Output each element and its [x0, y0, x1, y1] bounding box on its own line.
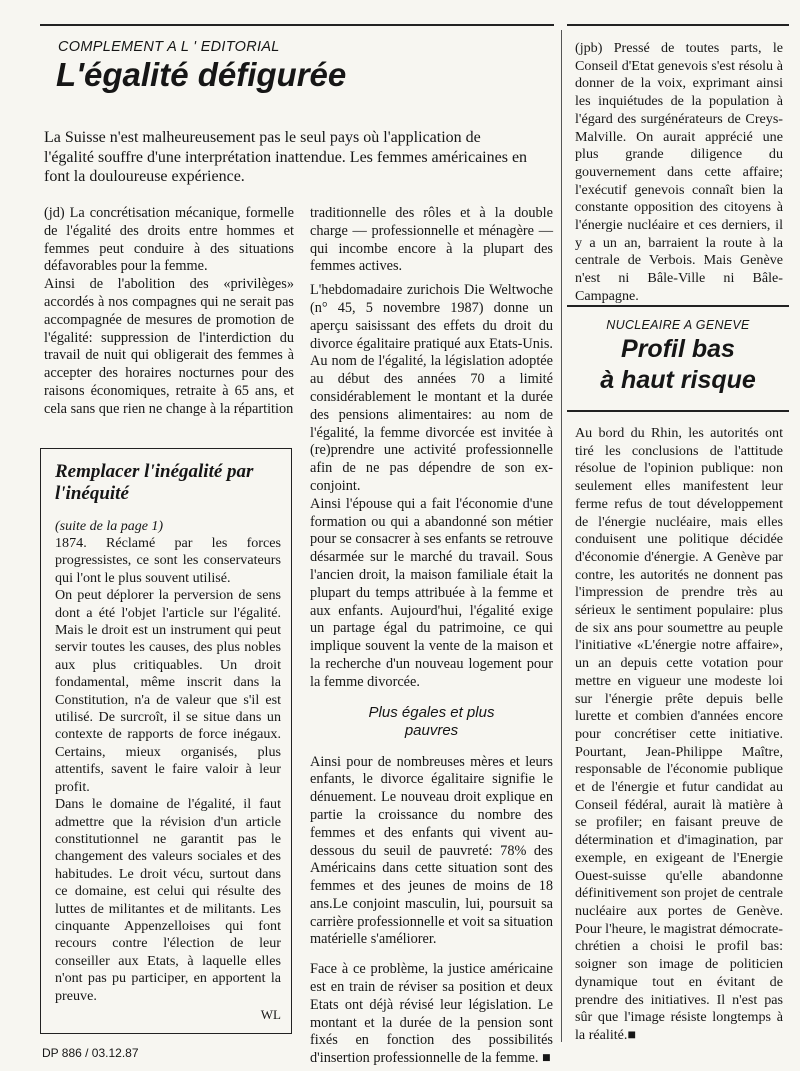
col2-after-paragraph-1: Ainsi pour de nombreuses mères et leurs enfants, le divorce égalitaire signifie le dénuement. Le nouveau droit explique en partie la croissance du nombre des femmes et des enfants qui vivent au-dessous du seuil de pauvreté: 78% des Américains dans cette situation sont des femmes et des jeunes de moins de 18 ans.Le conjoint masculin, lui, poursuit sa carrière professionnelle et voit sa situation matérielle s'améliorer.	[310, 753, 553, 948]
column-divider	[561, 30, 562, 1042]
col2-subhead: Plus égales et plus pauvres	[368, 703, 495, 739]
top-rule-right	[567, 24, 789, 26]
nuclear-header-rule-top	[567, 305, 789, 307]
col1-paragraph-1: (jd) La concrétisation mécanique, formelle de l'égalité des droits entre hommes et femmes peut conduire à des situations défavorables pour la femme.	[44, 205, 294, 275]
footer-folio: DP 886 / 03.12.87	[42, 1046, 139, 1060]
nuclear-column	[575, 425, 783, 1045]
editorial-lead	[44, 128, 534, 187]
editorial-headline: L'égalité défigurée	[56, 56, 347, 93]
box-paragraph-3: Dans le domaine de l'égalité, il faut admettre que la révision d'un article constitutionnel ne garantit pas le changement des valeurs sociales et des habitudes. Le droit vécu, surtout dans ce domaine, est celui qui résulte des luttes de militantes et de militants. Les cinquante Appenzelloises qui font recours contre l'élection de leur conseiller aux Etats, à laquelle elles n'ont pas pu participer, en apportent la preuve.	[55, 796, 281, 1004]
col2-body	[310, 205, 553, 692]
nuclear-kicker: NUCLEAIRE A GENEVE	[606, 318, 750, 332]
box-article	[40, 448, 292, 1034]
top-rule-left	[40, 24, 554, 26]
lead-text: La Suisse n'est malheureusement pas le seul pays où l'application de l'égalité souffre d'une interprétation inattendue. Les femmes américaines en font la douloureuse expérience.	[44, 129, 528, 185]
box-continuation: (suite de la page 1)	[55, 519, 164, 534]
editorial-kicker: COMPLEMENT A L ' EDITORIAL	[58, 39, 280, 55]
editorial-column-1	[44, 205, 294, 419]
nuclear-text: Au bord du Rhin, les autorités ont tiré les conclusions de l'attitude résolue de l'opinion publique: non seulement elles manifestent leur ferme refus de tout développement de l'énergie nucléaire, mais elles conduisent une politique décidée d'économie d'énergie. A Genève par contre, les autorités ne donnent pas l'impression de prendre très au sérieux le sentiment populaire: plus de six ans pour soumettre au peuple l'initiative «L'énergie notre affaire», un an depuis cette votation pour mettre en vigueur une modeste loi sur l'énergie prête depuis belle lurette et combien d'années encore pour concrétiser cette initiative. Pourtant, Jean-Philippe Maître, responsable de l'économie publique et de l'énergie et futur candidat au Conseil fédéral, aurait là matière à se profiler; en faisant preuve de détermination et d'imagination, par exemple, en exigeant de l'Energie Ouest-suisse qu'elle abandonne définitivement son projet de centrale nucléaire aux portes de Genève. Pour l'heure, le magistrat démocrate-chrétien a choisi le profil bas: soigner son image de politicien dynamique tout en évitant de prendre des initiatives. Il n'est pas sûr que l'image résiste longtemps à la réalité.■	[575, 425, 783, 1043]
box-paragraph-2: On peut déplorer la perversion de sens dont a été l'objet l'article sur l'égalité. Mais le droit est un instrument qui peut servir toutes les causes, des plus nobles aux plus critiquables. Un droit fondamental, même inscrit dans la Constitution, n'a de valeur que s'il est utilisé. De surcroît, il se situe dans un contexte de rapports de force inégaux. Certains, mieux organisés, plus attentifs, savent le faire valoir à leur profit.	[55, 587, 281, 795]
box-paragraph-1: 1874. Réclamé par les forces progressistes, ce sont les conservateurs qui l'ont le plus souvent utilisé.	[55, 535, 281, 586]
col2-after-paragraph-2: Face à ce problème, la justice américaine est en train de réviser sa position et deux Etats ont déjà révisé leur législation. Le montant et la durée de la pension sont fixés en fonction des possibilités d'insertion professionnelle de la femme. ■	[310, 961, 553, 1067]
col2-paragraph-2: L'hebdomadaire zurichois Die Weltwoche (n° 45, 5 novembre 1987) donne un aperçu saisissant des effets du droit du divorce égalitaire pratiqué aux Etats-Unis. Au nom de l'égalité, la législation adoptée au début des années 70 a limité considérablement le montant et la durée des pensions alimentaires: au nom de l'égalité, la femme divorcée est invitée à (re)prendre une activité professionnelle afin de ne pas dépendre de son ex-conjoint.	[310, 282, 553, 494]
col2-after-body	[310, 754, 553, 1069]
box-body	[55, 535, 281, 1005]
box-inner	[41, 449, 291, 1023]
nuclear-headline-line-1: Profil bas	[621, 335, 735, 363]
brief-column	[575, 40, 783, 306]
nuclear-headline-line-2: à haut risque	[600, 366, 756, 394]
editorial-column-2	[310, 205, 553, 1068]
col2-paragraph-1: traditionnelle des rôles et à la double charge — professionnelle et ménagère — qui incombe encore à la plupart des femmes actives.	[310, 205, 553, 275]
box-title: Remplacer l'inégalité par l'inéquité	[55, 461, 254, 504]
col1-body	[44, 205, 294, 419]
nuclear-header-rule-bottom	[567, 410, 789, 412]
col2-paragraph-3: Ainsi l'épouse qui a fait l'économie d'une formation ou qui a abandonné son métier pour se consacrer à ses enfants se retrouve désarmée sur le marché du travail. Sous l'ancien droit, la maison familiale était la plupart du temps attribuée à la femme et aux enfants. Aujourd'hui, l'égalité exige un partage égal du patrimoine, ce qui implique souvent la vente de la maison et la recherche d'un nouveau logement pour la femme divorcée.	[310, 495, 553, 690]
col1-paragraph-2: Ainsi de l'abolition des «privilèges» accordés à nos compagnes qui ne serait pas accompagnée de mesures de promotion de l'égalité: suppression de l'interdiction du travail de nuit qui obligerait des femmes à accepter des horaires nocturnes pour des raisons économiques, retraite à 65 ans, et cela sans que rien ne change à la répartition	[44, 276, 294, 417]
brief-text: (jpb) Pressé de toutes parts, le Conseil d'Etat genevois s'est résolu à donner de la voix, exprimant ainsi les inquiétudes de la population à l'égard des surgénérateurs de Creys-Malville. On aurait apprécié une plus grande diligence du gouvernement dans cette affaire; l'exécutif genevois connaît bien la constante opposition des citoyens à l'énergie nucléaire et ces derniers, il y a un an, barraient la route à la centrale de Verbois. Mais Genève n'est ni Bâle-Ville ni Bâle-Campagne.	[575, 40, 783, 304]
box-signature: WL	[260, 1006, 281, 1022]
